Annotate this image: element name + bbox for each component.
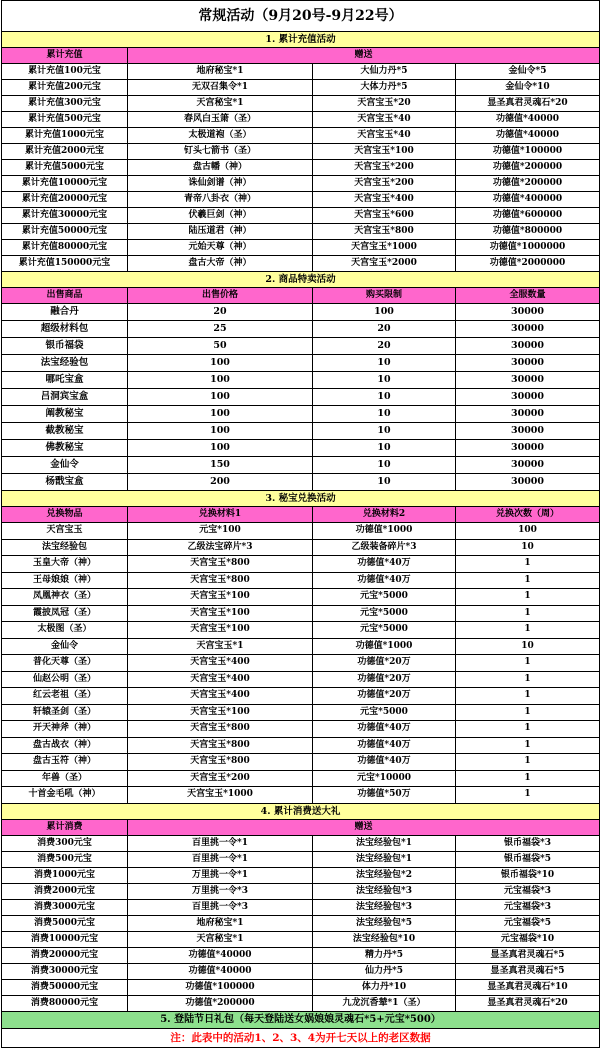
table-cell: 天宫宝玉*2000 — [313, 256, 456, 272]
table-cell: 法宝经验包*3 — [313, 883, 456, 899]
table-cell: 地府秘宝*1 — [128, 915, 313, 931]
table-cell: 天宫宝玉*1 — [128, 638, 313, 655]
column-header-gift: 赠送 — [128, 48, 600, 64]
table-cell: 仙力丹*5 — [313, 963, 456, 979]
table-cell: 伏羲巨剑（神） — [128, 208, 313, 224]
page-title: 常规活动（9月20号-9月22号） — [2, 1, 600, 32]
table-row — [2, 915, 600, 931]
table-cell: 功德值*200000 — [128, 995, 313, 1011]
table-row — [2, 423, 600, 440]
table-cell: 霞披凤冠（圣） — [2, 605, 128, 622]
table-row — [2, 406, 600, 423]
table-cell: 天宫宝玉*100 — [313, 144, 456, 160]
table-cell: 银币福袋*3 — [456, 835, 600, 851]
table-cell: 天宫宝玉*800 — [128, 721, 313, 738]
table-cell: 普化天尊（圣） — [2, 655, 128, 672]
table-cell: 功德值*20万 — [313, 671, 456, 688]
table-cell: 天宫宝玉*100 — [128, 589, 313, 606]
table-cell: 阐教秘宝 — [2, 406, 128, 423]
table-cell: 150 — [128, 457, 313, 474]
table-row — [2, 638, 600, 655]
table-cell: 显圣真君灵魂石*10 — [456, 979, 600, 995]
table-cell: 天宫宝玉*400 — [128, 688, 313, 705]
table-cell: 100 — [128, 423, 313, 440]
column-header-topup: 累计充值 — [2, 48, 128, 64]
table-cell: 元宝*5000 — [313, 589, 456, 606]
table-cell: 银币福袋 — [2, 338, 128, 355]
table-cell: 功德值*40000 — [128, 963, 313, 979]
table-cell: 功德值*200000 — [456, 160, 600, 176]
table-cell: 天宫宝玉*800 — [128, 754, 313, 771]
table-cell: 功德值*100000 — [456, 144, 600, 160]
column-header-gift: 赠送 — [128, 819, 600, 835]
table-cell: 1 — [456, 572, 600, 589]
table-cell: 天宫宝玉*800 — [128, 572, 313, 589]
table-cell: 凤凰神衣（圣） — [2, 589, 128, 606]
section-1-heading: 1. 累计充值活动 — [2, 32, 600, 48]
table-cell: 天宫宝玉*400 — [313, 192, 456, 208]
table-cell: 功德值*2000000 — [456, 256, 600, 272]
table-cell: 万里挑一令*3 — [128, 883, 313, 899]
table-cell: 20 — [313, 338, 456, 355]
table-cell: 元宝福袋*3 — [456, 899, 600, 915]
table-cell: 盘古战衣（神） — [2, 737, 128, 754]
table-cell: 累计充值200元宝 — [2, 80, 128, 96]
table-cell: 1 — [456, 770, 600, 787]
table-cell: 30000 — [456, 457, 600, 474]
table-cell: 金仙令 — [2, 638, 128, 655]
table-row — [2, 899, 600, 915]
table-cell: 年兽（圣） — [2, 770, 128, 787]
table-cell: 春风白玉箫（圣） — [128, 112, 313, 128]
table-cell: 1 — [456, 704, 600, 721]
table-cell: 天宫宝玉*400 — [128, 655, 313, 672]
table-cell: 消费2000元宝 — [2, 883, 128, 899]
table-row — [2, 867, 600, 883]
table-cell: 金仙令 — [2, 457, 128, 474]
table-cell: 1 — [456, 556, 600, 573]
table-row — [2, 240, 600, 256]
table-cell: 体力丹*10 — [313, 979, 456, 995]
table-cell: 法宝经验包 — [2, 539, 128, 556]
table-cell: 20 — [128, 304, 313, 321]
table-cell: 1 — [456, 787, 600, 804]
table-cell: 200 — [128, 474, 313, 491]
table-row — [2, 622, 600, 639]
table-cell: 1 — [456, 622, 600, 639]
table-cell: 消费30000元宝 — [2, 963, 128, 979]
column-header: 出售商品 — [2, 288, 128, 304]
table-cell: 30000 — [456, 440, 600, 457]
table-cell: 累计充值10000元宝 — [2, 176, 128, 192]
table-row — [2, 256, 600, 272]
table-cell: 大体力丹*5 — [313, 80, 456, 96]
table-cell: 累计充值50000元宝 — [2, 224, 128, 240]
table-cell: 1 — [456, 688, 600, 705]
table-cell: 功德值*400000 — [456, 192, 600, 208]
table-cell: 功德值*20万 — [313, 688, 456, 705]
table-row — [2, 440, 600, 457]
table-cell: 30000 — [456, 474, 600, 491]
table-cell: 10 — [313, 389, 456, 406]
table-row — [2, 655, 600, 672]
table-cell: 20 — [313, 321, 456, 338]
table-cell: 1 — [456, 721, 600, 738]
column-header-spend: 累计消费 — [2, 819, 128, 835]
section-2-header-row — [2, 288, 600, 304]
table-cell: 天宫宝玉*40 — [313, 112, 456, 128]
table-cell: 天宫宝玉*40 — [313, 128, 456, 144]
table-cell: 青帝八卦衣（神） — [128, 192, 313, 208]
column-header: 兑换次数（周） — [456, 507, 600, 523]
section-1-header-row — [2, 48, 600, 64]
table-row — [2, 589, 600, 606]
table-cell: 消费10000元宝 — [2, 931, 128, 947]
table-cell: 功德值*40万 — [313, 556, 456, 573]
table-cell: 30000 — [456, 321, 600, 338]
table-cell: 功德值*20万 — [313, 655, 456, 672]
section-1-heading-row — [2, 32, 600, 48]
table-cell: 功德值*100000 — [128, 979, 313, 995]
table-row — [2, 338, 600, 355]
table-cell: 天宫宝玉*20 — [313, 96, 456, 112]
table-cell: 天宫秘宝*1 — [128, 931, 313, 947]
table-cell: 功德值*40万 — [313, 754, 456, 771]
table-cell: 开天神斧（神） — [2, 721, 128, 738]
column-header: 兑换物品 — [2, 507, 128, 523]
table-row — [2, 96, 600, 112]
table-cell: 元宝*10000 — [313, 770, 456, 787]
table-cell: 1 — [456, 671, 600, 688]
table-cell: 累计充值1000元宝 — [2, 128, 128, 144]
table-cell: 法宝经验包*10 — [313, 931, 456, 947]
table-cell: 天宫宝玉*100 — [128, 605, 313, 622]
table-row — [2, 372, 600, 389]
table-cell: 累计充值20000元宝 — [2, 192, 128, 208]
table-cell: 元宝*5000 — [313, 622, 456, 639]
table-cell: 功德值*40000 — [456, 112, 600, 128]
table-row — [2, 389, 600, 406]
table-cell: 无双召集令*1 — [128, 80, 313, 96]
table-cell: 天宫秘宝*1 — [128, 96, 313, 112]
table-row — [2, 474, 600, 491]
table-cell: 法宝经验包*5 — [313, 915, 456, 931]
table-cell: 1 — [456, 655, 600, 672]
table-cell: 天宫宝玉*200 — [313, 160, 456, 176]
table-row — [2, 144, 600, 160]
table-row — [2, 112, 600, 128]
table-row — [2, 979, 600, 995]
table-row — [2, 737, 600, 754]
note-row — [2, 1028, 600, 1047]
table-cell: 10 — [313, 457, 456, 474]
table-cell: 十首金毛吼（神） — [2, 787, 128, 804]
table-cell: 30000 — [456, 423, 600, 440]
section-2-heading: 2. 商品特卖活动 — [2, 272, 600, 288]
table-row — [2, 835, 600, 851]
table-cell: 钉头七箭书（圣） — [128, 144, 313, 160]
table-cell: 金仙令*5 — [456, 64, 600, 80]
table-cell: 50 — [128, 338, 313, 355]
table-cell: 天宫宝玉*200 — [128, 770, 313, 787]
table-cell: 累计充值5000元宝 — [2, 160, 128, 176]
table-cell: 显圣真君灵魂石*5 — [456, 947, 600, 963]
section-4-header-row — [2, 819, 600, 835]
table-row — [2, 754, 600, 771]
table-row — [2, 160, 600, 176]
table-cell: 1 — [456, 737, 600, 754]
table-cell: 元宝*5000 — [313, 605, 456, 622]
table-row — [2, 704, 600, 721]
table-row — [2, 208, 600, 224]
table-cell: 10 — [456, 539, 600, 556]
table-cell: 累计充值2000元宝 — [2, 144, 128, 160]
table-cell: 100 — [128, 372, 313, 389]
table-cell: 超级材料包 — [2, 321, 128, 338]
table-cell: 显圣真君灵魂石*20 — [456, 96, 600, 112]
table-cell: 元宝福袋*3 — [456, 883, 600, 899]
table-cell: 太极道袍（圣） — [128, 128, 313, 144]
table-cell: 哪吒宝盒 — [2, 372, 128, 389]
table-cell: 天宫宝玉*800 — [128, 737, 313, 754]
table-cell: 1 — [456, 605, 600, 622]
table-row — [2, 721, 600, 738]
table-cell: 地府秘宝*1 — [128, 64, 313, 80]
table-row — [2, 304, 600, 321]
table-cell: 功德值*40000 — [456, 128, 600, 144]
table-row — [2, 192, 600, 208]
table-row — [2, 947, 600, 963]
table-cell: 截教秘宝 — [2, 423, 128, 440]
table-cell: 九龙沉香辇*1（圣） — [313, 995, 456, 1011]
table-row — [2, 883, 600, 899]
table-cell: 王母娘娘（神） — [2, 572, 128, 589]
table-cell: 元宝福袋*10 — [456, 931, 600, 947]
table-row — [2, 671, 600, 688]
table-cell: 精力丹*5 — [313, 947, 456, 963]
table-cell: 法宝经验包*1 — [313, 835, 456, 851]
table-cell: 功德值*40000 — [128, 947, 313, 963]
table-cell: 轩辕圣剑（圣） — [2, 704, 128, 721]
table-cell: 10 — [313, 355, 456, 372]
table-cell: 乙级法宝碎片*3 — [128, 539, 313, 556]
table-cell: 累计充值300元宝 — [2, 96, 128, 112]
table-cell: 天宫宝玉*100 — [128, 704, 313, 721]
table-cell: 大仙力丹*5 — [313, 64, 456, 80]
section-5-heading: 5. 登陆节日礼包（每天登陆送女娲娘娘灵魂石*5+元宝*500） — [2, 1011, 600, 1028]
table-cell: 10 — [313, 440, 456, 457]
column-header: 出售价格 — [128, 288, 313, 304]
table-cell: 1 — [456, 589, 600, 606]
section-5-row — [2, 1011, 600, 1028]
column-header: 兑换材料1 — [128, 507, 313, 523]
table-cell: 百里挑一令*1 — [128, 851, 313, 867]
table-cell: 天宫宝玉*400 — [128, 671, 313, 688]
table-cell: 消费50000元宝 — [2, 979, 128, 995]
table-cell: 30000 — [456, 338, 600, 355]
table-cell: 功德值*40万 — [313, 572, 456, 589]
footnote: 注：此表中的活动1、2、3、4为开七天以上的老区数据 — [2, 1028, 600, 1047]
table-cell: 功德值*50万 — [313, 787, 456, 804]
table-cell: 元宝*100 — [128, 523, 313, 540]
table-cell: 100 — [128, 406, 313, 423]
table-cell: 功德值*40万 — [313, 721, 456, 738]
table-cell: 天宫宝玉*800 — [313, 224, 456, 240]
table-cell: 累计充值500元宝 — [2, 112, 128, 128]
table-cell: 万里挑一令*1 — [128, 867, 313, 883]
table-cell: 显圣真君灵魂石*5 — [456, 963, 600, 979]
table-cell: 百里挑一令*3 — [128, 899, 313, 915]
table-cell: 银币福袋*10 — [456, 867, 600, 883]
event-sheet-body — [2, 1, 600, 1048]
table-cell: 30000 — [456, 406, 600, 423]
table-cell: 佛教秘宝 — [2, 440, 128, 457]
table-row — [2, 605, 600, 622]
table-cell: 法宝经验包*1 — [313, 851, 456, 867]
table-cell: 太极图（圣） — [2, 622, 128, 639]
table-cell: 仙赵公明（圣） — [2, 671, 128, 688]
table-row — [2, 523, 600, 540]
table-cell: 吕洞宾宝盒 — [2, 389, 128, 406]
table-row — [2, 963, 600, 979]
table-cell: 累计充值80000元宝 — [2, 240, 128, 256]
table-row — [2, 355, 600, 372]
table-row — [2, 321, 600, 338]
table-row — [2, 556, 600, 573]
table-row — [2, 995, 600, 1011]
table-row — [2, 770, 600, 787]
table-cell: 陆压道君（神） — [128, 224, 313, 240]
table-cell: 功德值*1000000 — [456, 240, 600, 256]
table-cell: 10 — [313, 406, 456, 423]
section-3-heading-row — [2, 491, 600, 507]
table-cell: 100 — [128, 355, 313, 372]
table-cell: 25 — [128, 321, 313, 338]
table-cell: 100 — [128, 440, 313, 457]
table-row — [2, 539, 600, 556]
table-row — [2, 224, 600, 240]
table-cell: 累计充值100元宝 — [2, 64, 128, 80]
section-2-heading-row — [2, 272, 600, 288]
table-cell: 30000 — [456, 372, 600, 389]
table-cell: 消费500元宝 — [2, 851, 128, 867]
table-cell: 10 — [313, 423, 456, 440]
table-row — [2, 851, 600, 867]
table-cell: 天宫宝玉*600 — [313, 208, 456, 224]
section-4-heading: 4. 累计消费送大礼 — [2, 803, 600, 819]
table-cell: 银币福袋*5 — [456, 851, 600, 867]
table-cell: 天宫宝玉*100 — [128, 622, 313, 639]
table-cell: 功德值*1000 — [313, 523, 456, 540]
table-cell: 盘古大帝（神） — [128, 256, 313, 272]
table-cell: 盘古幡（神） — [128, 160, 313, 176]
table-cell: 法宝经验包*3 — [313, 899, 456, 915]
table-cell: 30000 — [456, 355, 600, 372]
table-cell: 天宫宝玉*1000 — [128, 787, 313, 804]
table-row — [2, 688, 600, 705]
table-row — [2, 80, 600, 96]
table-cell: 100 — [128, 389, 313, 406]
table-cell: 消费5000元宝 — [2, 915, 128, 931]
table-cell: 诛仙剑谱（神） — [128, 176, 313, 192]
table-cell: 法宝经验包 — [2, 355, 128, 372]
table-cell: 元始天尊（神） — [128, 240, 313, 256]
column-header: 购买限制 — [313, 288, 456, 304]
table-cell: 10 — [313, 372, 456, 389]
section-3-header-row — [2, 507, 600, 523]
table-cell: 100 — [313, 304, 456, 321]
table-cell: 杨戬宝盒 — [2, 474, 128, 491]
table-cell: 元宝*5000 — [313, 704, 456, 721]
table-cell: 功德值*40万 — [313, 737, 456, 754]
table-cell: 天宫宝玉 — [2, 523, 128, 540]
table-cell: 30000 — [456, 304, 600, 321]
table-cell: 天宫宝玉*800 — [128, 556, 313, 573]
table-cell: 消费1000元宝 — [2, 867, 128, 883]
table-cell: 红云老祖（圣） — [2, 688, 128, 705]
section-3-heading: 3. 秘宝兑换活动 — [2, 491, 600, 507]
table-row — [2, 457, 600, 474]
table-cell: 功德值*1000 — [313, 638, 456, 655]
section-4-heading-row — [2, 803, 600, 819]
table-cell: 累计充值150000元宝 — [2, 256, 128, 272]
table-row — [2, 176, 600, 192]
table-cell: 显圣真君灵魂石*20 — [456, 995, 600, 1011]
table-cell: 百里挑一令*1 — [128, 835, 313, 851]
table-cell: 玉皇大帝（神） — [2, 556, 128, 573]
table-cell: 10 — [456, 638, 600, 655]
column-header: 兑换材料2 — [313, 507, 456, 523]
table-row — [2, 787, 600, 804]
table-cell: 天宫宝玉*200 — [313, 176, 456, 192]
table-row — [2, 128, 600, 144]
table-cell: 融合丹 — [2, 304, 128, 321]
table-cell: 盘古玉符（神） — [2, 754, 128, 771]
table-cell: 1 — [456, 754, 600, 771]
title-row — [2, 1, 600, 32]
table-cell: 累计充值30000元宝 — [2, 208, 128, 224]
table-cell: 消费3000元宝 — [2, 899, 128, 915]
table-row — [2, 64, 600, 80]
table-cell: 功德值*600000 — [456, 208, 600, 224]
table-cell: 功德值*800000 — [456, 224, 600, 240]
event-sheet — [1, 0, 600, 1048]
table-cell: 100 — [456, 523, 600, 540]
column-header: 全服数量 — [456, 288, 600, 304]
table-cell: 30000 — [456, 389, 600, 406]
table-cell: 功德值*200000 — [456, 176, 600, 192]
table-cell: 消费20000元宝 — [2, 947, 128, 963]
table-cell: 法宝经验包*2 — [313, 867, 456, 883]
table-cell: 乙级装备碎片*3 — [313, 539, 456, 556]
table-cell: 金仙令*10 — [456, 80, 600, 96]
table-row — [2, 931, 600, 947]
table-cell: 消费80000元宝 — [2, 995, 128, 1011]
table-cell: 天宫宝玉*1000 — [313, 240, 456, 256]
table-cell: 10 — [313, 474, 456, 491]
table-row — [2, 572, 600, 589]
table-cell: 元宝福袋*5 — [456, 915, 600, 931]
table-cell: 消费300元宝 — [2, 835, 128, 851]
